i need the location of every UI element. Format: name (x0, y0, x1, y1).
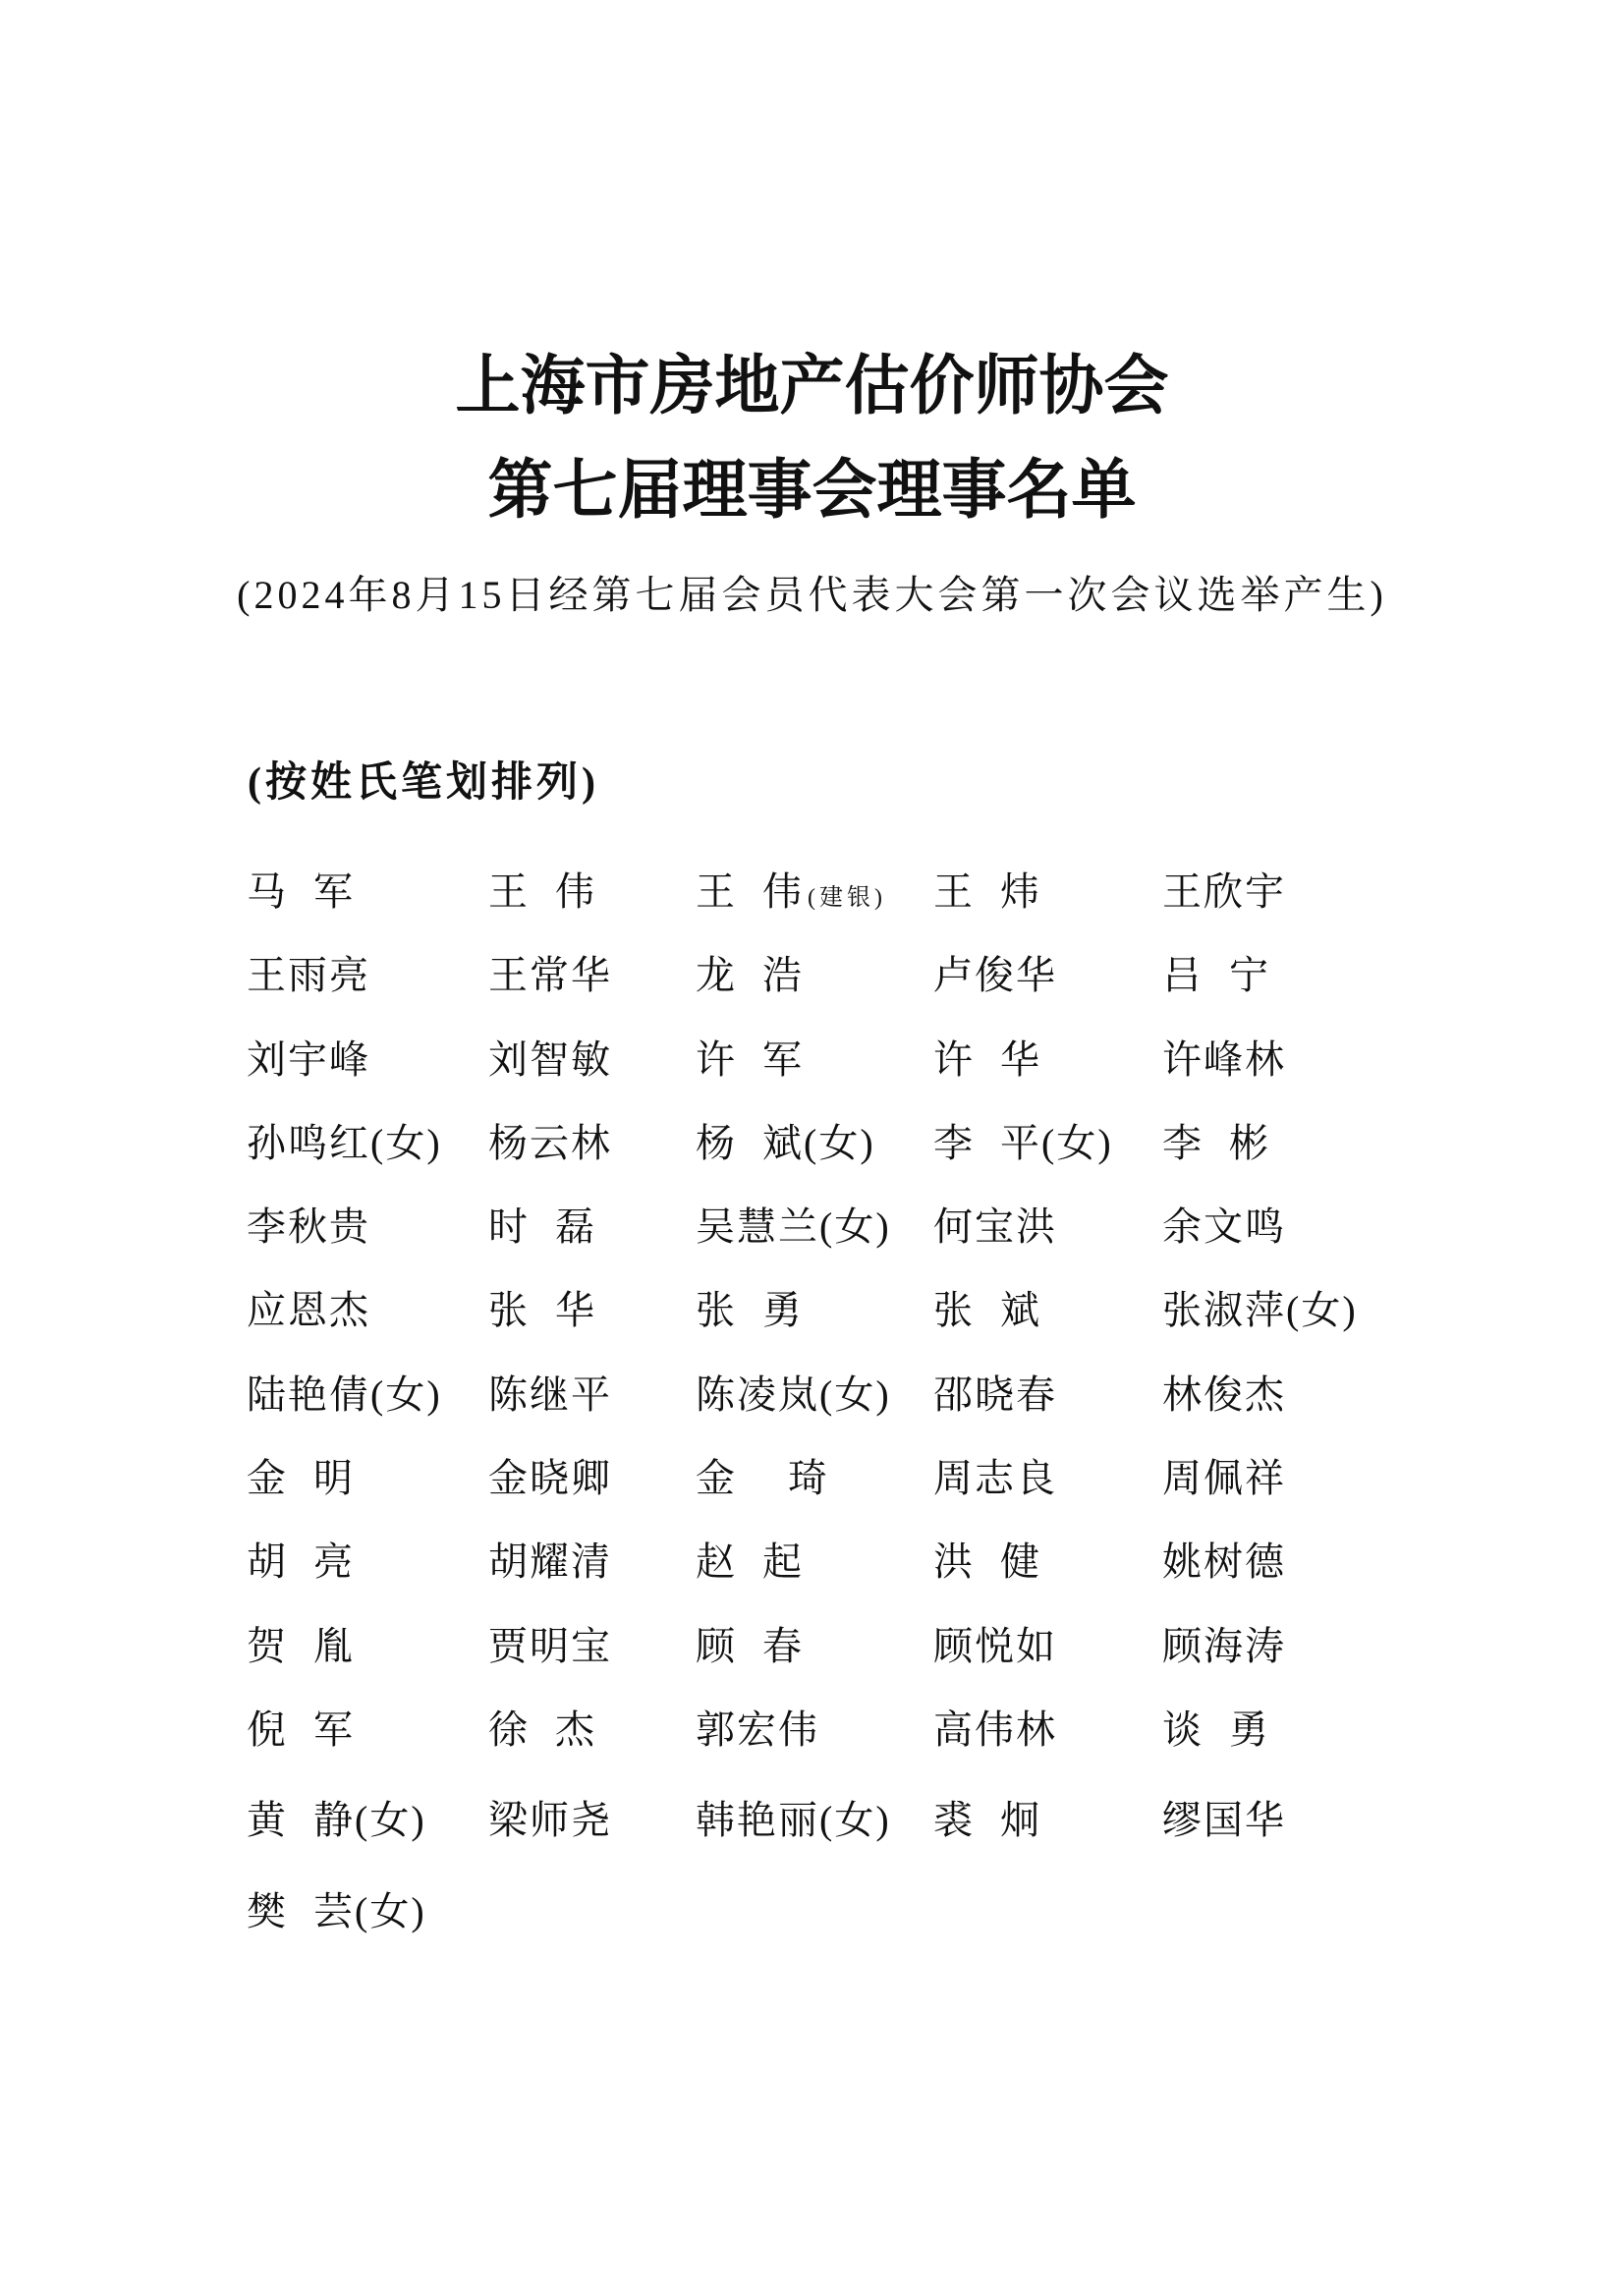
member-name: 周志良 (933, 1456, 1057, 1501)
sort-order-note: (按姓氏笔划排列) (248, 760, 599, 806)
member-name: 龙 浩 (696, 953, 804, 998)
member-cell (696, 1457, 933, 1500)
member-name: 王欣宇 (1162, 869, 1286, 914)
member-name: 林俊杰 (1162, 1371, 1286, 1417)
member-name: 杨 斌(女) (696, 1120, 875, 1165)
member-cell (247, 1625, 488, 1668)
member-cell (933, 1457, 1162, 1500)
member-row (247, 1625, 1583, 1708)
member-cell (1162, 1799, 1457, 1842)
member-cell (1162, 1205, 1457, 1249)
member-row (247, 1708, 1583, 1792)
member-cell (933, 1122, 1162, 1165)
member-name: 顾悦如 (933, 1623, 1057, 1668)
document-subtitle: (2024年8月15日经第七届会员代表大会第一次会议选举产生) (237, 573, 1387, 617)
member-row (247, 1373, 1583, 1457)
member-row (247, 1122, 1583, 1205)
member-cell (1162, 1373, 1457, 1417)
member-row (247, 1799, 1583, 1882)
member-name: 张 勇 (696, 1288, 804, 1333)
member-cell (933, 1038, 1162, 1082)
member-row (247, 870, 1583, 954)
member-cell (696, 1799, 933, 1842)
member-name: 吕 宁 (1162, 953, 1270, 998)
member-cell (247, 1289, 488, 1332)
member-cell (247, 954, 488, 997)
member-cell (696, 1708, 933, 1752)
member-name: 王 伟 (488, 869, 596, 914)
member-name: 郭宏伟 (696, 1707, 819, 1752)
member-name: 裘 炯 (933, 1798, 1041, 1843)
member-name: 韩艳丽(女) (696, 1798, 891, 1843)
member-name: 邵晓春 (933, 1371, 1057, 1417)
member-cell (696, 1205, 933, 1249)
member-name: 谈 勇 (1162, 1707, 1270, 1752)
member-row (247, 1890, 1583, 1974)
member-name: 王常华 (488, 953, 612, 998)
member-cell (247, 1373, 488, 1417)
member-cell (696, 954, 933, 997)
member-cell (488, 954, 696, 997)
member-name: 王 炜 (933, 869, 1041, 914)
member-row (247, 1289, 1583, 1372)
member-cell (488, 1625, 696, 1668)
member-cell (696, 1038, 933, 1082)
member-name: 李秋贵 (247, 1204, 370, 1250)
member-cell (488, 1122, 696, 1165)
member-cell (1162, 1540, 1457, 1584)
member-cell (247, 1708, 488, 1752)
member-name: 顾 春 (696, 1623, 804, 1668)
member-cell (488, 1799, 696, 1842)
document-title-line-2: 第七届理事会理事名单 (487, 455, 1137, 527)
member-cell (1162, 1625, 1457, 1668)
member-cell (1162, 1038, 1457, 1082)
member-name: 王 伟 (696, 869, 804, 914)
member-name: 李 平(女) (933, 1120, 1113, 1165)
member-cell (247, 1205, 488, 1249)
member-cell (247, 870, 488, 914)
member-name: 贾明宝 (488, 1623, 612, 1668)
member-name: 马 军 (247, 869, 355, 914)
member-note: (建银) (808, 885, 886, 911)
member-row (247, 954, 1583, 1037)
member-cell (1162, 1122, 1457, 1165)
member-name: 时 磊 (488, 1204, 596, 1250)
member-cell (488, 1289, 696, 1332)
member-name: 樊 芸(女) (247, 1888, 426, 1933)
member-name: 黄 静(女) (247, 1798, 426, 1843)
member-name: 胡 亮 (247, 1539, 355, 1585)
member-cell (247, 1540, 488, 1584)
member-cell (488, 1540, 696, 1584)
member-cell (933, 1373, 1162, 1417)
document-title-line-1: 上海市房地产估价师协会 (455, 351, 1169, 422)
member-name: 高伟林 (933, 1707, 1057, 1752)
member-name: 许 军 (696, 1036, 804, 1082)
member-cell (488, 1038, 696, 1082)
member-name: 陈凌岚(女) (696, 1371, 891, 1417)
member-cell (488, 1373, 696, 1417)
member-name: 金 明 (247, 1456, 355, 1501)
member-name: 许 华 (933, 1036, 1041, 1082)
member-name: 王雨亮 (247, 953, 370, 998)
member-name: 刘智敏 (488, 1036, 612, 1082)
member-name: 赵 起 (696, 1539, 804, 1585)
member-cell (1162, 1708, 1457, 1752)
member-name: 杨云林 (488, 1120, 612, 1165)
member-cell (247, 1122, 488, 1165)
member-name: 刘宇峰 (247, 1036, 370, 1082)
member-cell (933, 954, 1162, 997)
member-name: 姚树德 (1162, 1539, 1286, 1585)
member-row (247, 1205, 1583, 1289)
member-cell (488, 1457, 696, 1500)
member-cell (488, 1205, 696, 1249)
member-cell (933, 1799, 1162, 1842)
member-name: 吴慧兰(女) (696, 1204, 891, 1250)
member-name: 陆艳倩(女) (247, 1371, 442, 1417)
member-cell (696, 1625, 933, 1668)
member-name-list (247, 870, 1583, 1974)
member-cell (1162, 870, 1457, 914)
member-cell (696, 1373, 933, 1417)
member-name: 余文鸣 (1162, 1204, 1286, 1250)
member-name: 何宝洪 (933, 1204, 1057, 1250)
member-name: 张 华 (488, 1288, 596, 1333)
member-cell (933, 1708, 1162, 1752)
member-cell (933, 870, 1162, 914)
member-cell (696, 870, 933, 920)
member-cell (696, 1289, 933, 1332)
member-cell (1162, 1457, 1457, 1500)
member-name: 洪 健 (933, 1539, 1041, 1585)
member-name: 周佩祥 (1162, 1456, 1286, 1501)
member-row (247, 1457, 1583, 1540)
member-row (247, 1540, 1583, 1624)
member-name: 许峰林 (1162, 1036, 1286, 1082)
member-name: 张 斌 (933, 1288, 1041, 1333)
member-cell (1162, 1289, 1457, 1332)
member-row (247, 1038, 1583, 1122)
member-cell (488, 1708, 696, 1752)
member-cell (247, 1890, 488, 1933)
member-name: 胡耀清 (488, 1539, 612, 1585)
member-cell (247, 1799, 488, 1842)
member-cell (1162, 954, 1457, 997)
member-name: 金晓卿 (488, 1456, 612, 1501)
member-name: 孙鸣红(女) (247, 1120, 442, 1165)
member-name: 张淑萍(女) (1162, 1288, 1358, 1333)
member-cell (933, 1625, 1162, 1668)
member-name: 贺 胤 (247, 1623, 355, 1668)
member-cell (696, 1540, 933, 1584)
member-name: 缪国华 (1162, 1798, 1286, 1843)
member-name: 顾海涛 (1162, 1623, 1286, 1668)
member-cell (488, 870, 696, 914)
member-cell (696, 1122, 933, 1165)
member-name: 徐 杰 (488, 1707, 596, 1752)
member-cell (933, 1289, 1162, 1332)
member-cell (933, 1540, 1162, 1584)
member-name: 李 彬 (1162, 1120, 1270, 1165)
member-name: 金 琦 (696, 1456, 829, 1501)
member-name: 应恩杰 (247, 1288, 370, 1333)
member-cell (933, 1205, 1162, 1249)
member-cell (247, 1457, 488, 1500)
member-name: 卢俊华 (933, 953, 1057, 998)
member-cell (247, 1038, 488, 1082)
member-name: 梁师尧 (488, 1798, 612, 1843)
member-name: 陈继平 (488, 1371, 612, 1417)
member-name: 倪 军 (247, 1707, 355, 1752)
